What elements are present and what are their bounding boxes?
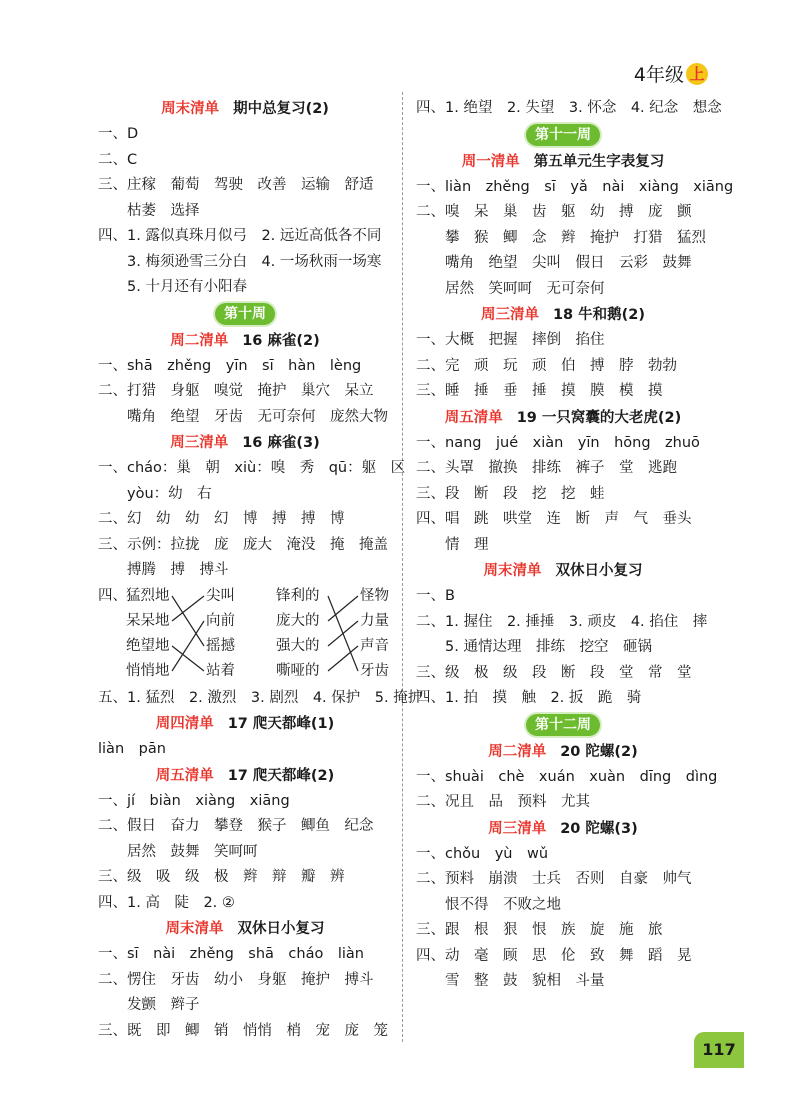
- answer-line: 情 理: [416, 536, 489, 553]
- answer-line: 居然 笑呵呵 无可奈何: [416, 280, 605, 297]
- matching-lines: [98, 584, 392, 686]
- answer-line: 5. 通情达理 排练 挖空 砸锅: [416, 639, 652, 655]
- answer-line: 二、打猎 身躯 嗅觉 掩护 巢穴 呆立: [98, 383, 374, 399]
- answer-line: 一、jí biàn xiàng xiāng: [98, 792, 290, 809]
- match-left-b: 庞大的: [276, 612, 320, 629]
- answer-line: 三、既 即 鲫 销 悄悄 梢 宠 庞 笼: [98, 1022, 388, 1039]
- answer-line: 二、嗅 呆 巢 齿 躯 幼 搏 庞 颤: [416, 204, 692, 220]
- answer-line: 三、级 吸 级 极 辫 辩 瓣 辨: [98, 869, 345, 885]
- match-left-a: 猛烈地: [126, 587, 170, 604]
- grade-text: 4年级: [633, 64, 684, 86]
- answer-line: 5. 十月还有小阳春: [98, 279, 247, 295]
- week-badge-row: [98, 301, 392, 328]
- match-line: [172, 596, 204, 646]
- answer-line: 二、幻 幼 幼 幻 博 搏 搏 博: [98, 511, 345, 527]
- answer-line: 攀 猴 鲫 念 辫 掩护 打猎 猛烈: [416, 229, 706, 246]
- answer-line: 二、假日 奋力 攀登 猴子 鲫鱼 纪念: [98, 818, 374, 834]
- answer-line: 一、B: [416, 588, 455, 604]
- answer-line: 一、D: [98, 126, 139, 142]
- section-header: 周末清单 双休日小复习: [165, 921, 325, 937]
- answer-line: 嘴角 绝望 牙齿 无可奈何 庞然大物: [98, 408, 388, 425]
- answer-line: 一、shā zhěng yīn sī hàn lèng: [98, 357, 362, 374]
- answer-line: 一、sī nài zhěng shā cháo liàn: [98, 946, 364, 962]
- match-left-a: 绝望地: [126, 637, 170, 654]
- match-right-a: 站着: [206, 662, 235, 679]
- match-left-a: 悄悄地: [126, 662, 170, 679]
- answer-line: 一、nang jué xiàn yīn hōng zhuō: [416, 434, 700, 451]
- answer-line: 四、1. 拍 摸 触 2. 扳 跪 骑: [416, 690, 642, 706]
- section-header: 周五清单 19 一只窝囊的大老虎(2): [444, 409, 682, 426]
- answer-line: 一、大概 把握 摔倒 掐住: [416, 332, 605, 348]
- week-badge: 第十周: [215, 303, 275, 325]
- answer-line: 一、cháo：巢 朝 xiù：嗅 秀 qū：躯 区: [98, 460, 406, 476]
- answer-line: 四、1. 高 陡 2. ②: [98, 894, 235, 911]
- answer-line: 三、庄稼 葡萄 驾驶 改善 运输 舒适: [98, 177, 374, 193]
- answer-line: 二、预料 崩溃 士兵 否则 自豪 帅气: [416, 871, 692, 887]
- right-column: [416, 96, 734, 995]
- match-line: [172, 596, 204, 621]
- section-header: 周一清单 第五单元生字表复习: [461, 153, 665, 170]
- page-number: 117: [694, 1032, 744, 1068]
- answer-line: 四、动 毫 顾 思 伦 致 舞 蹈 晃: [416, 947, 692, 964]
- section-header: 周五清单 17 爬天都峰(2): [155, 767, 335, 784]
- match-right-b: 声音: [360, 637, 389, 654]
- match-left-b: 锋利的: [276, 587, 320, 604]
- week-badge-row: [416, 712, 710, 739]
- section-header: 周三清单 20 陀螺(3): [488, 820, 638, 837]
- answer-line: 三、睡 捶 垂 捶 摸 膜 模 摸: [416, 383, 663, 399]
- grade-badge: 上: [686, 63, 708, 85]
- answer-line: 三、跟 根 狠 恨 族 旋 施 旅: [416, 922, 663, 938]
- answer-line: 五、1. 猛烈 2. 激烈 3. 剧烈 4. 保护 5. 掩护: [98, 689, 423, 706]
- match-right-a: 摇撼: [206, 637, 235, 654]
- match-right-b: 牙齿: [360, 662, 389, 679]
- answer-line: 二、1. 握住 2. 捶捶 3. 顽皮 4. 掐住 摔: [416, 613, 708, 630]
- answer-line: 搏腾 搏 搏斗: [98, 562, 229, 578]
- answer-line: 二、愣住 牙齿 幼小 身躯 掩护 搏斗: [98, 971, 374, 988]
- answer-line: 雪 整 鼓 貌相 斗量: [416, 973, 605, 989]
- answer-line: 二、头罩 撤换 排练 裤子 堂 逃跑: [416, 460, 677, 476]
- answer-line: 枯萎 选择: [98, 202, 200, 219]
- section-header: 周二清单 16 麻雀(2): [170, 332, 320, 349]
- section-header: 周三清单 16 麻雀(3): [170, 435, 320, 451]
- answer-line: 四、1. 绝望 2. 失望 3. 怀念 4. 纪念 想念: [416, 100, 722, 116]
- answer-line: 三、级 极 级 段 断 段 堂 常 堂: [416, 664, 692, 681]
- answer-line: 发颤 辫子: [98, 997, 200, 1013]
- section-header: 周四清单 17 爬天都峰(1): [155, 716, 335, 732]
- week-badge: 第十一周: [526, 124, 600, 146]
- answer-line: 二、C: [98, 151, 138, 168]
- match-prefix: 四、: [98, 587, 127, 604]
- match-line: [328, 621, 358, 646]
- answer-line: yòu：幼 右: [98, 485, 212, 502]
- answer-line: 居然 鼓舞 笑呵呵: [98, 843, 258, 860]
- section-header: 周末清单 双休日小复习: [483, 563, 643, 579]
- answer-line: 四、1. 露似真珠月似弓 2. 远近高低各不同: [98, 228, 382, 244]
- grade-label: [634, 60, 708, 87]
- answer-line: 三、段 断 段 挖 挖 蛙: [416, 485, 605, 502]
- answer-line: 一、shuài chè xuán xuàn dīng dìng: [416, 768, 718, 785]
- section-header: 周三清单 18 牛和鹅(2): [480, 307, 646, 323]
- left-column: [98, 96, 423, 1044]
- answer-line: 二、完 顽 玩 顽 伯 搏 脖 勃勃: [416, 357, 677, 374]
- match-left-a: 呆呆地: [126, 612, 170, 629]
- answer-line: 四、唱 跳 哄堂 连 断 声 气 垂头: [416, 511, 692, 527]
- match-left-b: 嘶哑的: [276, 662, 320, 679]
- match-right-b: 力量: [360, 612, 389, 629]
- match-right-b: 怪物: [360, 587, 389, 604]
- answer-line: 恨不得 不败之地: [416, 896, 561, 913]
- week-badge-row: [416, 122, 710, 149]
- match-right-a: 尖叫: [206, 587, 235, 604]
- section-header: 周末清单 期中总复习(2): [161, 101, 329, 117]
- match-line: [172, 646, 204, 671]
- answer-line: 一、chǒu yù wǔ: [416, 845, 549, 862]
- match-right-a: 向前: [206, 612, 235, 629]
- match-left-b: 强大的: [276, 637, 320, 654]
- answer-line: 嘴角 绝望 尖叫 假日 云彩 鼓舞: [416, 255, 692, 271]
- answer-line: 3. 梅须逊雪三分白 4. 一场秋雨一场寒: [98, 253, 382, 270]
- matching-exercise: [98, 584, 392, 686]
- answer-line: 二、况且 品 预料 尤其: [416, 794, 590, 810]
- answer-line: liàn pān: [98, 741, 166, 757]
- answer-line: 三、示例：拉拢 庞 庞大 淹没 掩 掩盖: [98, 536, 388, 553]
- answer-line: 一、liàn zhěng sī yǎ nài xiàng xiāng: [416, 178, 734, 195]
- section-header: 周二清单 20 陀螺(2): [488, 743, 638, 760]
- week-badge: 第十二周: [526, 714, 600, 736]
- column-divider: [402, 92, 403, 1042]
- match-line: [172, 621, 204, 671]
